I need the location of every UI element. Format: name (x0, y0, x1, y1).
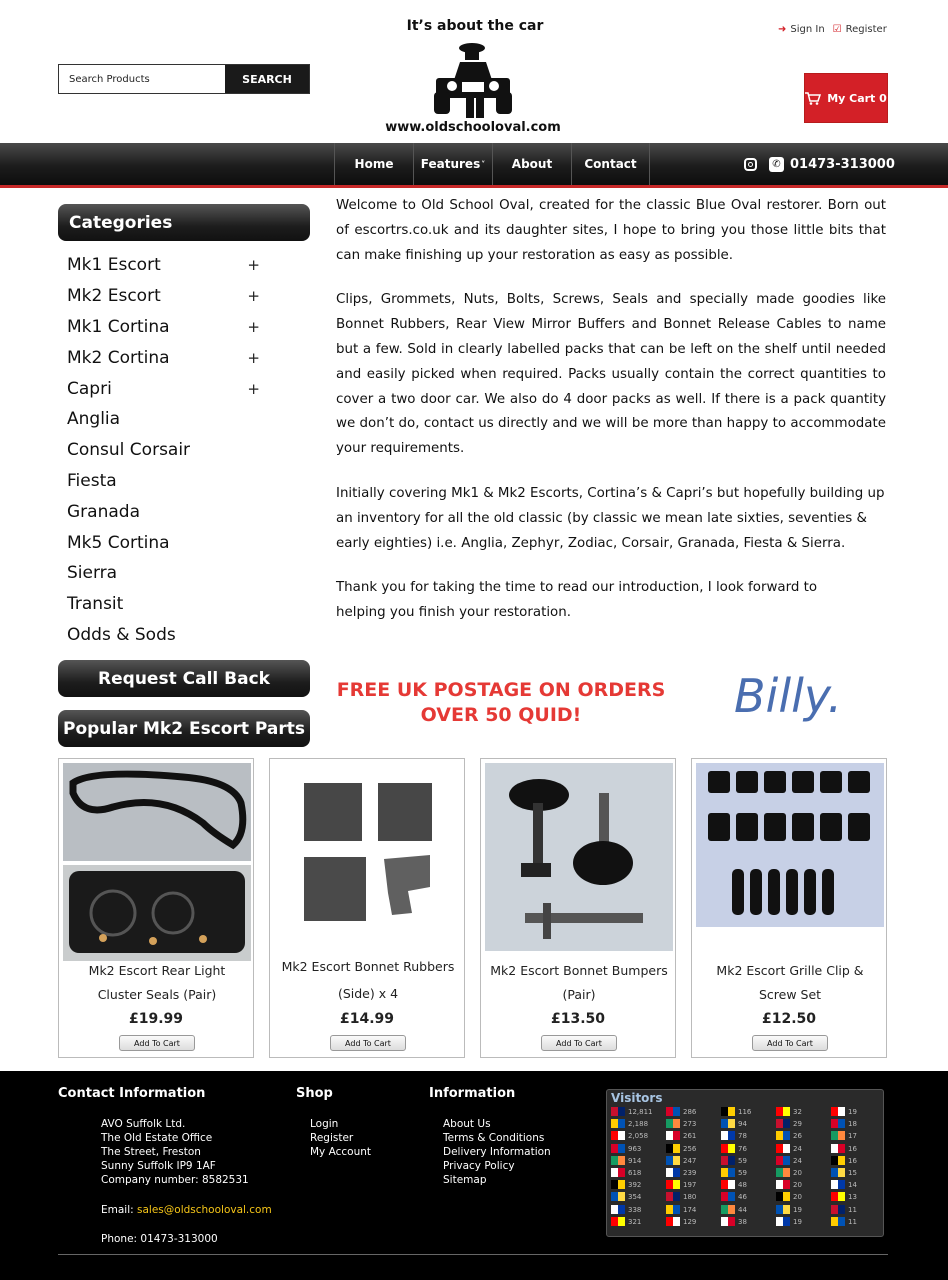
nav-phone-number: 01473-313000 (790, 156, 895, 172)
country-flag-icon (721, 1192, 735, 1201)
country-flag-icon (776, 1119, 790, 1128)
footer-shop-links (310, 1117, 371, 1159)
category-item[interactable] (58, 435, 310, 466)
sign-in-label: Sign In (790, 24, 825, 35)
category-item[interactable] (58, 312, 310, 343)
country-flag-icon (721, 1217, 735, 1226)
visitor-count: 2,058 (628, 1132, 649, 1141)
country-flag-icon (721, 1107, 735, 1116)
free-postage-promo (336, 678, 666, 728)
visitor-count: 174 (683, 1205, 697, 1214)
country-flag-icon (721, 1156, 735, 1165)
footer-contact-heading: Contact Information (58, 1086, 206, 1101)
visitor-count: 46 (738, 1193, 747, 1202)
category-label: Mk1 Escort (67, 255, 161, 276)
visitor-count: 15 (848, 1169, 857, 1177)
country-flag-icon (666, 1131, 680, 1140)
footer-sitemap-link[interactable]: Sitemap (443, 1174, 487, 1186)
country-flag-icon (776, 1131, 790, 1140)
register-icon: ☑ (832, 24, 842, 35)
site-tagline: It’s about the car (406, 18, 544, 34)
country-flag-icon (831, 1205, 845, 1214)
expand-plus-icon[interactable]: + (247, 379, 260, 398)
category-label: Sierra (67, 563, 118, 584)
add-to-cart-button[interactable]: Add To Cart (119, 1035, 195, 1051)
country-flag-icon (666, 1205, 680, 1214)
country-flag-icon (721, 1205, 735, 1214)
add-to-cart-button[interactable]: Add To Cart (330, 1035, 406, 1051)
country-flag-icon (611, 1156, 625, 1165)
promo-line: FREE UK POSTAGE ON ORDERS (336, 679, 666, 701)
visitor-count: 17 (848, 1132, 857, 1141)
country-flag-icon (831, 1156, 845, 1165)
country-flag-icon (721, 1168, 735, 1177)
add-to-cart-button[interactable]: Add To Cart (752, 1035, 828, 1051)
category-item[interactable] (58, 589, 310, 620)
intro-paragraph: Initially covering Mk1 & Mk2 Escorts, Cortina’s & Capri’s but hopefully building up an inventory for all the old classic (by classic we mean late sixties, seventies & early eighties) i.e. Anglia, Zephyr, Zodiac, Corsair, Granada, Fiesta & Sierra. (336, 485, 885, 551)
country-flag-icon (721, 1180, 735, 1189)
expand-plus-icon[interactable]: + (247, 348, 260, 367)
footer-info-heading: Information (429, 1086, 516, 1101)
category-item[interactable] (58, 466, 310, 497)
nav-menu (334, 143, 650, 185)
visitor-count: 59 (738, 1156, 747, 1165)
product-name[interactable]: Mk2 Escort Bonnet Bumpers (Pair) (490, 963, 668, 1002)
category-label: Mk5 Cortina (67, 532, 170, 553)
visitor-count: 16 (848, 1156, 857, 1165)
account-links (778, 24, 887, 35)
product-image[interactable] (274, 763, 462, 949)
footer-phone-number: 01473-313000 (140, 1233, 218, 1245)
visitor-count: 273 (683, 1120, 697, 1129)
visitor-count: 78 (738, 1132, 747, 1141)
visitor-count: 18 (848, 1120, 857, 1129)
category-label: Anglia (67, 409, 121, 430)
category-label: Odds & Sods (67, 624, 176, 645)
visitor-count: 256 (683, 1144, 697, 1153)
visitor-count: 16 (848, 1144, 857, 1153)
cart-button[interactable] (804, 73, 888, 123)
product-name[interactable]: Mk2 Escort Rear Light Cluster Seals (Pair) (88, 963, 226, 1002)
country-flag-icon (831, 1180, 845, 1189)
product-name[interactable]: Mk2 Escort Bonnet Rubbers (Side) x 4 (281, 959, 455, 1001)
visitor-count: 24 (793, 1144, 802, 1153)
footer-email-link[interactable]: sales@oldschooloval.com (137, 1204, 272, 1216)
footer-address-line: The Old Estate Office (101, 1132, 213, 1144)
category-list (58, 250, 310, 650)
footer-shop-heading: Shop (296, 1086, 333, 1101)
country-flag-icon (721, 1144, 735, 1153)
nav-phone[interactable] (769, 157, 895, 172)
category-label: Fiesta (67, 470, 117, 491)
instagram-icon[interactable] (744, 158, 757, 171)
country-flag-icon (666, 1168, 680, 1177)
intro-paragraph: Welcome to Old School Oval, created for the classic Blue Oval restorer. Born out of escortrs.co.uk and its daughter sites, I hope to bring you those little bits that can make finishing up your restoration as easy as possible. (336, 198, 886, 263)
product-price: £12.50 (761, 1011, 817, 1027)
footer-privacy-link[interactable]: Privacy Policy (443, 1160, 515, 1172)
visitor-count: 14 (848, 1181, 857, 1190)
categories-heading: Categories (58, 204, 310, 241)
country-flag-icon (831, 1168, 845, 1177)
country-flag-icon (831, 1131, 845, 1140)
footer-terms-link[interactable]: Terms & Conditions (443, 1132, 545, 1144)
country-flag-icon (776, 1180, 790, 1189)
visitors-title: Visitors (611, 1091, 663, 1105)
visitor-count: 26 (793, 1132, 802, 1141)
product-price: £14.99 (339, 1011, 395, 1027)
expand-plus-icon[interactable]: + (247, 256, 260, 275)
visitor-count: 338 (628, 1205, 642, 1214)
country-flag-icon (831, 1217, 845, 1226)
category-label: Transit (67, 594, 124, 615)
country-flag-icon (666, 1144, 680, 1153)
register-link[interactable] (833, 24, 887, 35)
visitor-count: 20 (793, 1181, 802, 1190)
product-card[interactable] (691, 758, 887, 1058)
country-flag-icon (666, 1156, 680, 1165)
visitor-count: 116 (738, 1108, 752, 1116)
visitor-count: 2,188 (628, 1120, 649, 1129)
category-item[interactable] (58, 373, 310, 404)
country-flag-icon (776, 1192, 790, 1201)
country-flag-icon (611, 1205, 625, 1214)
main-navbar (0, 143, 948, 188)
country-flag-icon (666, 1217, 680, 1226)
visitor-count: 44 (738, 1205, 747, 1214)
search-button[interactable]: SEARCH (225, 65, 309, 93)
visitor-count: 247 (683, 1156, 697, 1165)
country-flag-icon (776, 1205, 790, 1214)
category-label: Granada (67, 501, 140, 522)
footer-email-label: Email: (101, 1204, 134, 1216)
site-url[interactable]: www.oldschooloval.com (385, 120, 561, 135)
visitor-count: 19 (793, 1205, 802, 1214)
visitor-count: 29 (793, 1120, 802, 1129)
visitor-count: 197 (683, 1181, 697, 1190)
country-flag-icon (666, 1180, 680, 1189)
visitor-count: 914 (628, 1156, 642, 1165)
visitor-count: 13 (848, 1193, 857, 1202)
product-price: £19.99 (128, 1011, 184, 1027)
country-flag-icon (611, 1168, 625, 1177)
popular-parts-heading: Popular Mk2 Escort Parts (58, 710, 310, 747)
category-item[interactable] (58, 342, 310, 373)
product-price: £13.50 (550, 1011, 606, 1027)
country-flag-icon (666, 1192, 680, 1201)
category-item[interactable] (58, 250, 310, 281)
visitor-flag-counter[interactable] (606, 1089, 884, 1237)
register-label: Register (845, 24, 887, 35)
category-label: Mk2 Cortina (67, 347, 170, 368)
visitor-count: 12,811 (628, 1108, 653, 1116)
sign-in-icon: ➜ (778, 24, 787, 35)
product-name[interactable]: Mk2 Escort Grille Clip & Screw Set (716, 963, 864, 1002)
visitor-count: 94 (738, 1120, 747, 1129)
footer-address-line: The Street, Freston (101, 1146, 201, 1158)
category-label: Mk1 Cortina (67, 316, 170, 337)
nav-about[interactable]: About (492, 143, 571, 185)
search-bar (58, 64, 310, 94)
country-flag-icon (611, 1144, 625, 1153)
phone-icon: ✆ (769, 157, 784, 172)
country-flag-icon (611, 1180, 625, 1189)
visitor-count: 618 (628, 1169, 642, 1177)
nav-home[interactable]: Home (334, 143, 413, 185)
visitor-count: 11 (848, 1217, 857, 1226)
promo-line: OVER 50 QUID! (420, 704, 582, 726)
country-flag-icon (721, 1119, 735, 1128)
add-to-cart-button[interactable]: Add To Cart (541, 1035, 617, 1051)
product-image[interactable] (696, 763, 884, 927)
footer-phone-label: Phone: (101, 1233, 138, 1245)
category-item[interactable] (58, 281, 310, 312)
expand-plus-icon[interactable]: + (247, 317, 260, 336)
category-item[interactable] (58, 527, 310, 558)
visitor-count: 180 (683, 1193, 697, 1202)
chevron-down-icon: ˅ (481, 159, 486, 169)
country-flag-icon (831, 1144, 845, 1153)
visitor-count: 19 (793, 1217, 802, 1226)
visitor-count: 239 (683, 1169, 697, 1177)
country-flag-icon (831, 1192, 845, 1201)
visitor-count: 59 (738, 1169, 747, 1177)
country-flag-icon (611, 1131, 625, 1140)
country-flag-icon (611, 1192, 625, 1201)
footer-register-link[interactable]: Register (310, 1132, 354, 1144)
visitor-count: 32 (793, 1108, 802, 1116)
category-label: Capri (67, 378, 112, 399)
visitor-count: 354 (628, 1193, 642, 1202)
footer-address-line: AVO Suffolk Ltd. (101, 1118, 186, 1130)
visitor-count: 286 (683, 1108, 697, 1116)
country-flag-icon (776, 1168, 790, 1177)
footer-my-account-link[interactable]: My Account (310, 1146, 372, 1158)
intro-text (336, 194, 886, 646)
country-flag-icon (776, 1217, 790, 1226)
visitor-count: 321 (628, 1217, 642, 1226)
site-footer (0, 1071, 948, 1280)
country-flag-icon (776, 1107, 790, 1116)
product-image[interactable] (485, 763, 673, 951)
visitor-count: 38 (738, 1217, 747, 1226)
signature-image (730, 660, 890, 746)
footer-address-line: Sunny Suffolk IP9 1AF (101, 1160, 216, 1172)
site-logo[interactable] (432, 40, 514, 118)
search-input[interactable] (59, 65, 225, 93)
country-flag-icon (776, 1144, 790, 1153)
country-flag-icon (611, 1107, 625, 1116)
visitor-count: 19 (848, 1108, 857, 1116)
nav-features-label: Features (420, 157, 481, 171)
category-item[interactable] (58, 558, 310, 589)
nav-social-contact (744, 143, 895, 185)
visitor-count: 11 (848, 1205, 857, 1214)
visitor-count: 129 (683, 1217, 697, 1226)
country-flag-icon (721, 1131, 735, 1140)
visitor-count: 20 (793, 1169, 802, 1177)
request-call-back-button[interactable]: Request Call Back (58, 660, 310, 697)
footer-company-number: Company number: 8582531 (101, 1174, 249, 1186)
sign-in-link[interactable] (778, 24, 825, 35)
nav-contact[interactable]: Contact (571, 143, 650, 185)
country-flag-icon (831, 1107, 845, 1116)
signature-text: Billy. (734, 669, 843, 723)
product-image[interactable] (63, 763, 251, 961)
product-card[interactable] (269, 758, 465, 1058)
category-label: Mk2 Escort (67, 286, 161, 307)
country-flag-icon (831, 1119, 845, 1128)
product-card[interactable] (480, 758, 676, 1058)
country-flag-icon (666, 1119, 680, 1128)
intro-paragraph: Thank you for taking the time to read our introduction, I look forward to helping you finish your restoration. (336, 580, 818, 621)
visitor-count: 20 (793, 1193, 802, 1202)
visitor-count: 76 (738, 1144, 747, 1153)
footer-phone-row (101, 1232, 272, 1246)
visitor-count: 392 (628, 1181, 642, 1190)
visitor-count: 963 (628, 1144, 642, 1153)
cart-label: My Cart 0 (827, 91, 887, 105)
footer-info-links (443, 1117, 551, 1187)
category-item[interactable] (58, 404, 310, 435)
country-flag-icon (666, 1107, 680, 1116)
visitor-count: 24 (793, 1156, 802, 1165)
footer-divider (58, 1254, 888, 1255)
visitor-count: 48 (738, 1181, 747, 1190)
footer-email-row (101, 1203, 272, 1217)
cart-icon (805, 92, 821, 105)
country-flag-icon (611, 1217, 625, 1226)
category-item[interactable] (58, 496, 310, 527)
category-item[interactable] (58, 620, 310, 651)
footer-delivery-link[interactable]: Delivery Information (443, 1146, 551, 1158)
country-flag-icon (611, 1119, 625, 1128)
product-card[interactable] (58, 758, 254, 1058)
expand-plus-icon[interactable]: + (247, 287, 260, 306)
intro-paragraph: Clips, Grommets, Nuts, Bolts, Screws, Seals and specially made goodies like Bonnet Rubbers, Rear View Mirror Buffers and Bonnet Release Cables to name but a few. Sold in clearly labelled packs that can be left on the shelf until needed and easily picked when required. Packs usually contain the correct quantities to cover a two door car. We also do 4 door packs as well. If there is a pack quantity we don’t do, contact us directly and we will be more than happy to accommodate your requirements. (336, 292, 886, 457)
footer-contact-info (101, 1117, 272, 1246)
footer-about-link[interactable]: About Us (443, 1118, 491, 1130)
visitor-count: 261 (683, 1132, 697, 1141)
category-label: Consul Corsair (67, 440, 191, 461)
nav-features[interactable] (413, 143, 492, 185)
country-flag-icon (776, 1156, 790, 1165)
footer-login-link[interactable]: Login (310, 1118, 339, 1130)
